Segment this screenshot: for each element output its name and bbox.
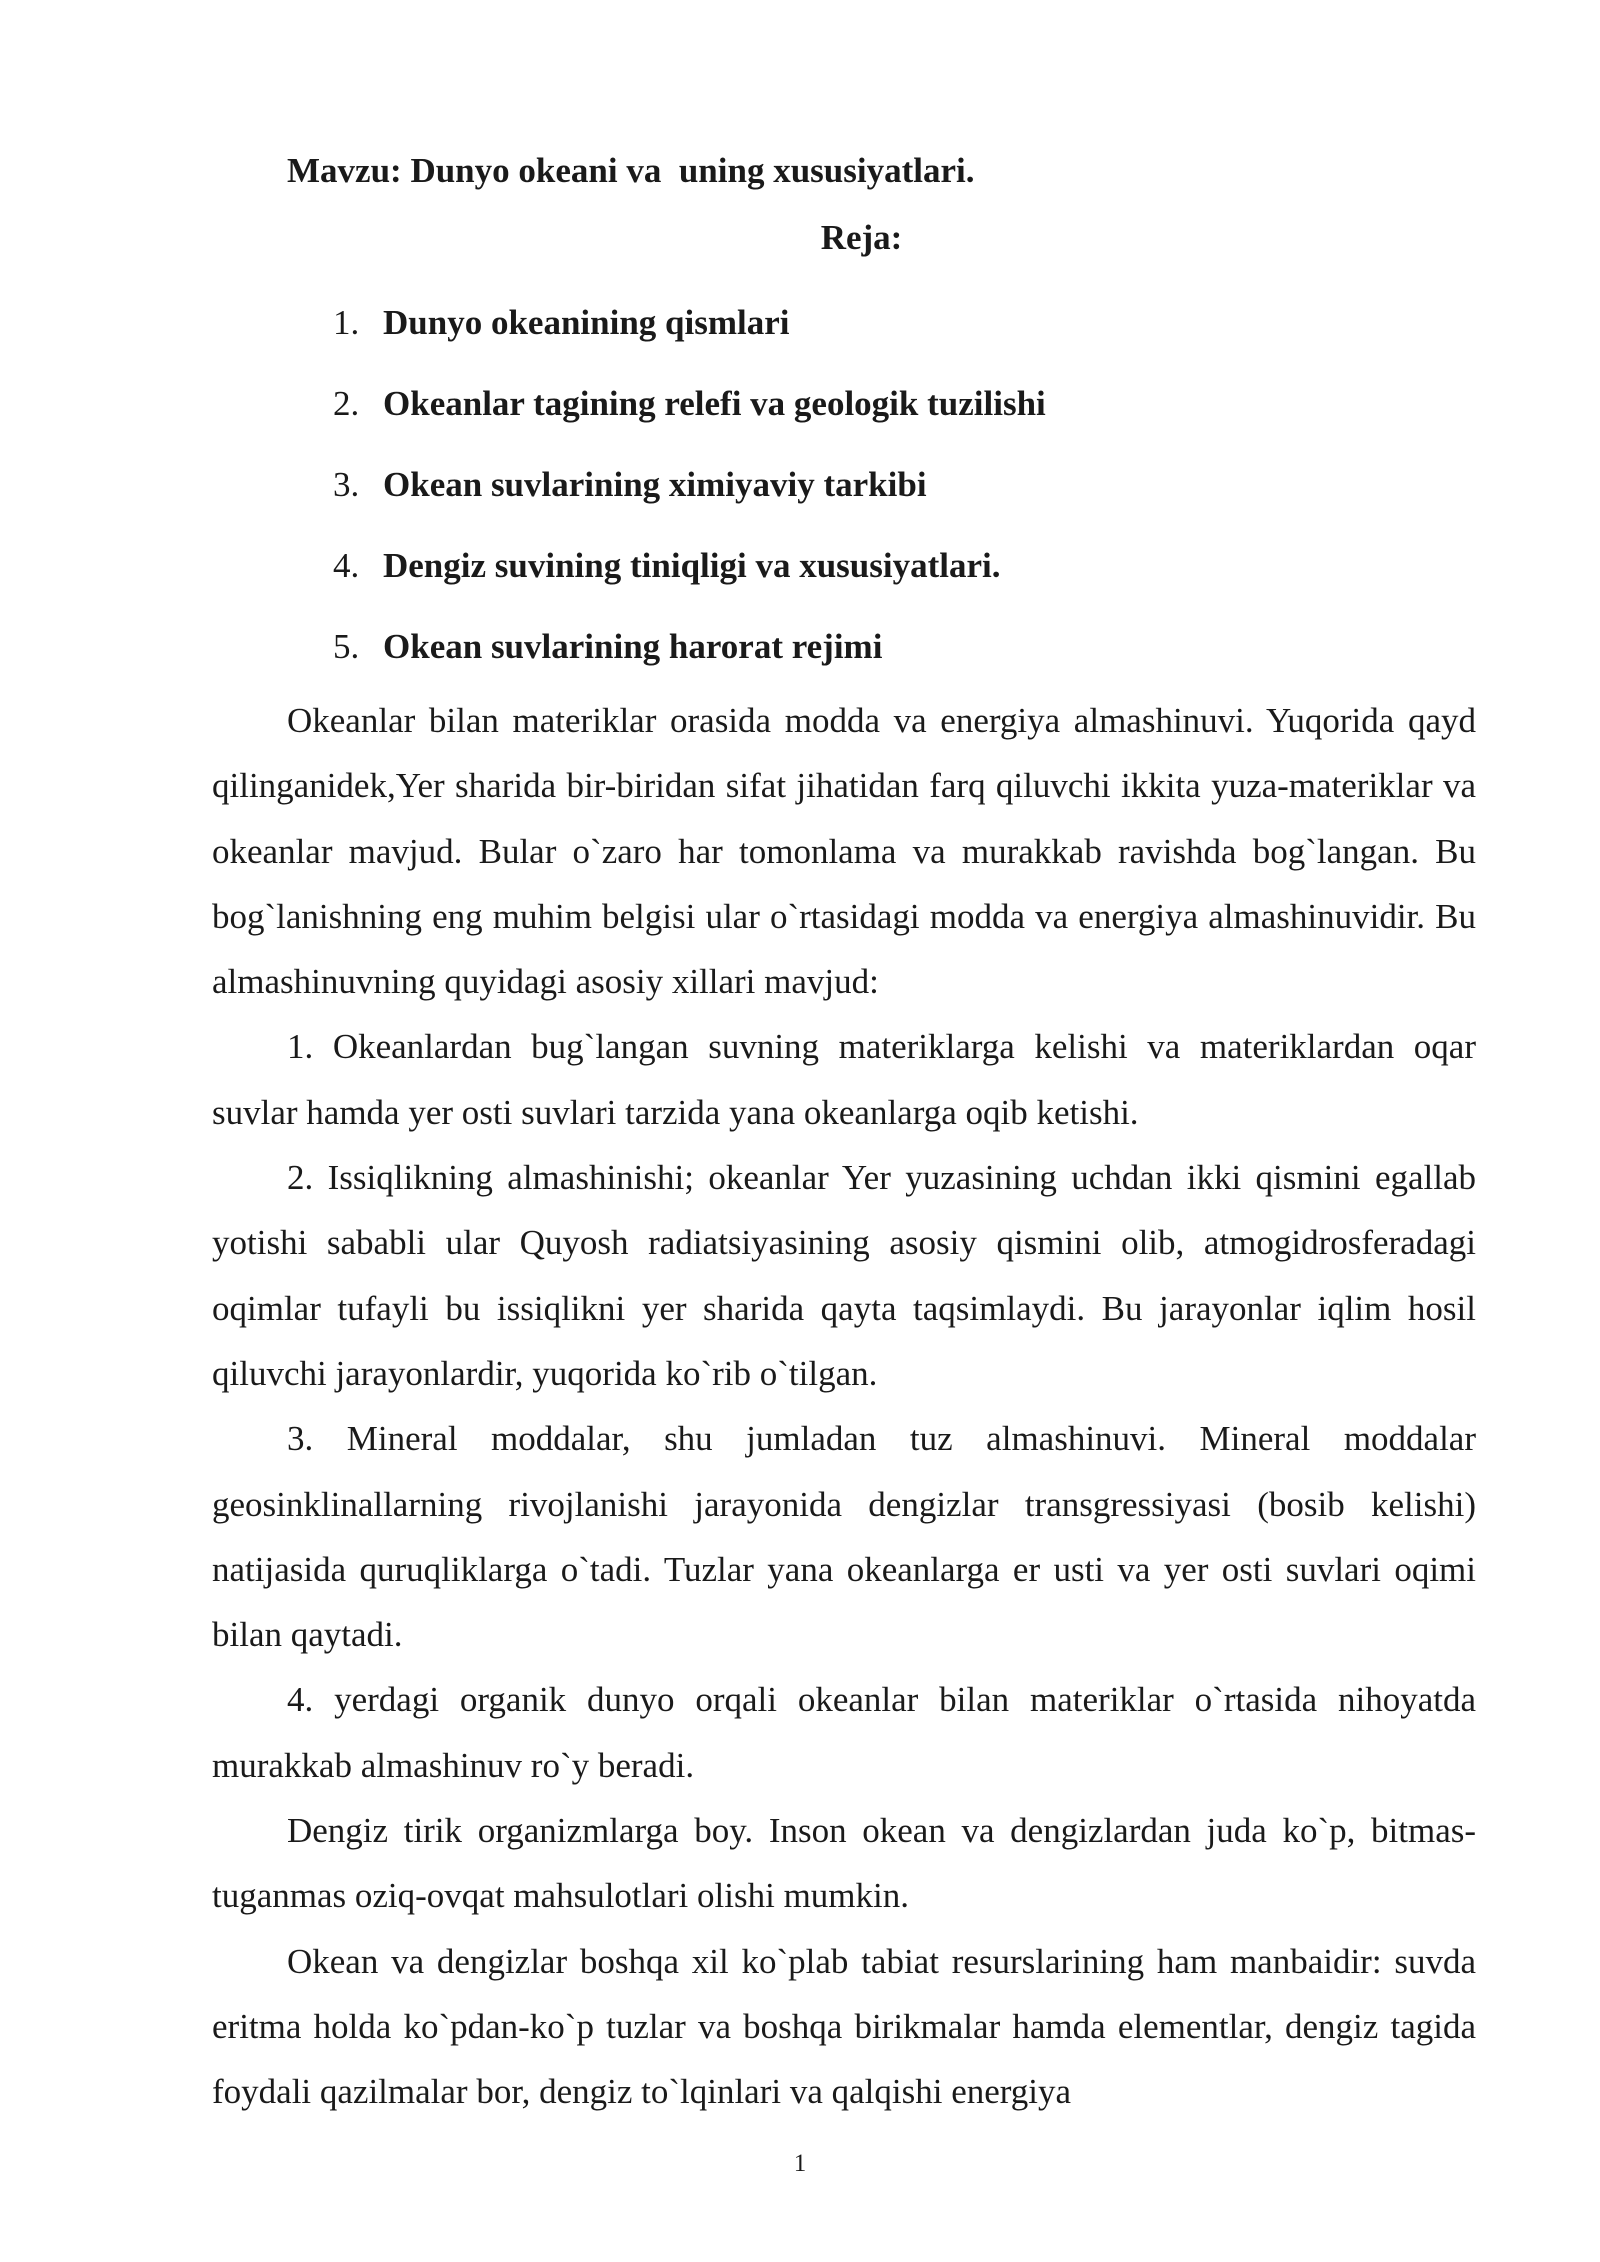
- plan-heading: Reja:: [820, 218, 903, 257]
- plan-item: [333, 379, 1046, 460]
- plan-item-text: Okean suvlarining ximiyaviy tarkibi: [383, 465, 927, 504]
- page-title: Mavzu: Dunyo okeani va uning xususiyatlari.: [287, 151, 975, 190]
- plan-item-text: Okean suvlarining harorat rejimi: [383, 627, 883, 666]
- plan-item-text: Okeanlar tagining relefi va geologik tuzilishi: [383, 384, 1046, 423]
- page-number: 1: [793, 2150, 807, 2177]
- paragraph: Okeanlar bilan materiklar orasida modda va energiya almashinuvi. Yuqorida qayd qilinganidek,Yer sharida bir-biridan sifat jihatidan farq qiluvchi ikkita yuza-materiklar va okeanlar mavjud. Bular o`zaro har tomonlama va murakkab ravishda bog`langan. Bu bog`lanishning eng muhim belgisi ular o`rtasidagi modda va energiya almashinuvidir. Bu almashinuvning quyidagi asosiy xillari mavjud:: [212, 701, 1476, 1002]
- plan-list: [333, 298, 1046, 703]
- plan-item-text: Dunyo okeanining qismlari: [383, 303, 790, 342]
- plan-item-number: 1.: [333, 303, 360, 342]
- body-text: [212, 688, 1476, 2125]
- paragraph: 3. Mineral moddalar, shu jumladan tuz almashinuvi. Mineral moddalar geosinklinallarning rivojlanishi jarayonida dengizlar transgressiyasi (bosib kelishi) natijasida quruqliklarga o`tadi. Tuzlar yana okeanlarga er usti va yer osti suvlari oqimi bilan qaytadi.: [212, 1419, 1476, 1655]
- plan-item-number: 2.: [333, 384, 360, 423]
- plan-item-number: 3.: [333, 465, 360, 504]
- plan-item: [333, 541, 1046, 622]
- plan-item-number: 4.: [333, 546, 360, 585]
- paragraph: Okean va dengizlar boshqa xil ko`plab tabiat resurslarining ham manbaidir: suvda eritma holda ko`pdan-ko`p tuzlar va boshqa birikmalar hamda elementlar, dengiz tagida foydali qazilmalar bor, dengiz to`lqinlari va qalqishi energiya: [212, 1941, 1476, 2112]
- plan-item: [333, 298, 1046, 379]
- paragraph: 4. yerdagi organik dunyo orqali okeanlar bilan materiklar o`rtasida nihoyatda murakkab almashinuv ro`y beradi.: [212, 1680, 1476, 1785]
- paragraph: 1. Okeanlardan bug`langan suvning materiklarga kelishi va materiklardan oqar suvlar hamda yer osti suvlari tarzida yana okeanlarga oqib ketishi.: [212, 1027, 1476, 1132]
- paragraph: Dengiz tirik organizmlarga boy. Inson okean va dengizlardan juda ko`p, bitmas-tuganmas oziq-ovqat mahsulotlari olishi mumkin.: [212, 1811, 1476, 1916]
- paragraph: 2. Issiqlikning almashinishi; okeanlar Yer yuzasining uchdan ikki qismini egallab yotishi sababli ular Quyosh radiatsiyasining asosiy qismini olib, atmogidrosferadagi oqimlar tufayli bu issiqlikni yer sharida qayta taqsimlaydi. Bu jarayonlar iqlim hosil qiluvchi jarayonlardir, yuqorida ko`rib o`tilgan.: [212, 1158, 1476, 1393]
- plan-item: [333, 460, 1046, 541]
- plan-item-number: 5.: [333, 627, 360, 666]
- plan-item-text: Dengiz suvining tiniqligi va xususiyatlari.: [383, 546, 1001, 585]
